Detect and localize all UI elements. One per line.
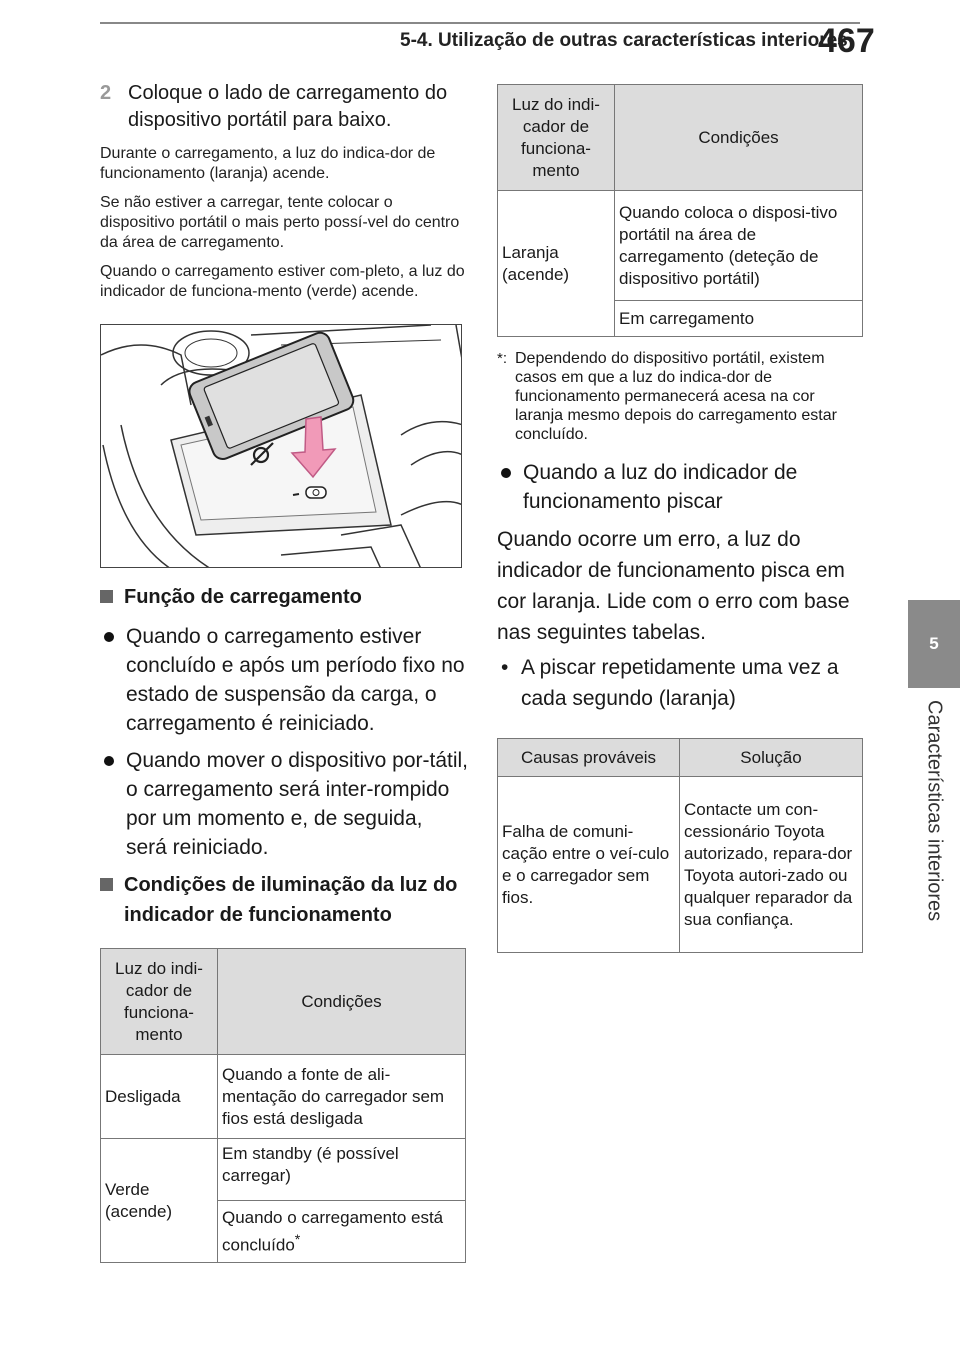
footnote-text: Dependendo do dispositivo portátil, existem casos em que a luz do indica-dor de funcionamento permanecerá acesa na cor laranja mesmo depois do carregamento estar concluído. (515, 350, 837, 443)
table-cell: Em carregamento (615, 301, 863, 337)
table-header-cell: Luz do indi-cador de funciona-mento (498, 85, 615, 191)
table-header-cell: Solução (680, 739, 863, 777)
table-header-row (498, 739, 863, 777)
step-text: Coloque o lado de carregamento do dispositivo portátil para baixo. (128, 82, 448, 131)
step-2 (100, 80, 468, 134)
footnote (497, 349, 865, 444)
bullet-dot-icon (501, 468, 511, 478)
charging-illustration (100, 324, 462, 568)
table-row (101, 1139, 466, 1201)
heading-square-icon (100, 590, 113, 603)
bullet-text: Quando a luz do indicador de funcionamento piscar (523, 461, 798, 513)
table-cell: Desligada (101, 1055, 218, 1139)
heading-lighting-conditions (100, 870, 468, 930)
table-cell: Laranja (acende) (498, 191, 615, 337)
heading-conditions-text: Condições de iluminação da luz do indicador de funcionamento (124, 874, 458, 926)
table-cell: Quando coloca o disposi-tivo portátil na área de carregamento (deteção de dispositivo portátil) (615, 191, 863, 301)
charging-illustration-drawing (101, 325, 462, 568)
asterisk-mark: * (294, 1231, 301, 1248)
heading-square-icon (100, 878, 113, 891)
table-header-row (498, 85, 863, 191)
table-cell: Quando a fonte de ali-mentação do carregador sem fios está desligada (218, 1055, 466, 1139)
chapter-tab-label: Características interiores (923, 700, 946, 922)
error-paragraph: Quando ocorre um erro, a luz do indicador de funcionamento pisca em cor laranja. Lide com o erro com base nas seguintes tabelas. (497, 528, 850, 644)
table-cell (218, 1201, 466, 1263)
heading-charging-function (100, 582, 468, 612)
table-header-cell: Condições (218, 949, 466, 1055)
table-cell: Contacte um con-cessionário Toyota autorizado, repara-dor Toyota autori-zado ou qualquer reparador da sua confiança. (680, 777, 863, 953)
table-cell: Verde (acende) (101, 1139, 218, 1263)
bullet-text: Quando o carregamento estiver concluído e após um período fixo no estado de suspensão da carga, o carregamento é reiniciado. (126, 625, 465, 735)
table-row (498, 777, 863, 953)
table-header-cell: Condições (615, 85, 863, 191)
header-rule (100, 22, 860, 24)
paragraph-3: Quando o carregamento estiver com-pleto, a luz do indicador de funciona-mento (verde) acende. (100, 263, 465, 300)
table-cell: Em standby (é possível carregar) (218, 1139, 466, 1201)
bullet-item (100, 746, 468, 862)
paragraph-1: Durante o carregamento, a luz do indica-dor de funcionamento (laranja) acende. (100, 145, 436, 182)
indicator-conditions-table-1 (100, 948, 466, 1263)
sub-bullet-text: A piscar repetidamente uma vez a cada segundo (laranja) (521, 656, 839, 710)
step-number: 2 (100, 82, 112, 104)
sub-bullet-item (497, 652, 865, 714)
bullet-dot-icon (104, 632, 114, 642)
footnote-mark: *: (497, 350, 508, 367)
indicator-conditions-table-2 (497, 84, 863, 337)
condition-text: Quando o carregamento está concluído (222, 1207, 444, 1255)
heading-charging-text: Função de carregamento (124, 586, 362, 608)
page-number: 467 (818, 22, 875, 60)
bullet-item (497, 458, 865, 516)
bullet-item (100, 622, 468, 738)
sub-bullet-mark: • (501, 656, 509, 679)
bullet-text: Quando mover o dispositivo por-tátil, o carregamento será inter-rompido por um momento e, de seguida, será reiniciado. (126, 749, 468, 859)
paragraph-2: Se não estiver a carregar, tente colocar o dispositivo portátil o mais perto possí-vel do centro da área de carregamento. (100, 194, 460, 251)
troubleshooting-table (497, 738, 863, 953)
left-column (100, 80, 468, 1263)
table-row (101, 1055, 466, 1139)
table-header-cell: Causas prováveis (498, 739, 680, 777)
table-header-row (101, 949, 466, 1055)
section-title: 5-4. Utilização de outras características interiores (400, 30, 848, 51)
table-row (498, 191, 863, 301)
right-column (497, 84, 865, 953)
bullet-dot-icon (104, 756, 114, 766)
chapter-tab-number[interactable]: 5 (908, 600, 960, 688)
table-header-cell: Luz do indi-cador de funciona-mento (101, 949, 218, 1055)
table-cell: Falha de comuni-cação entre o veí-culo e o carregador sem fios. (498, 777, 680, 953)
